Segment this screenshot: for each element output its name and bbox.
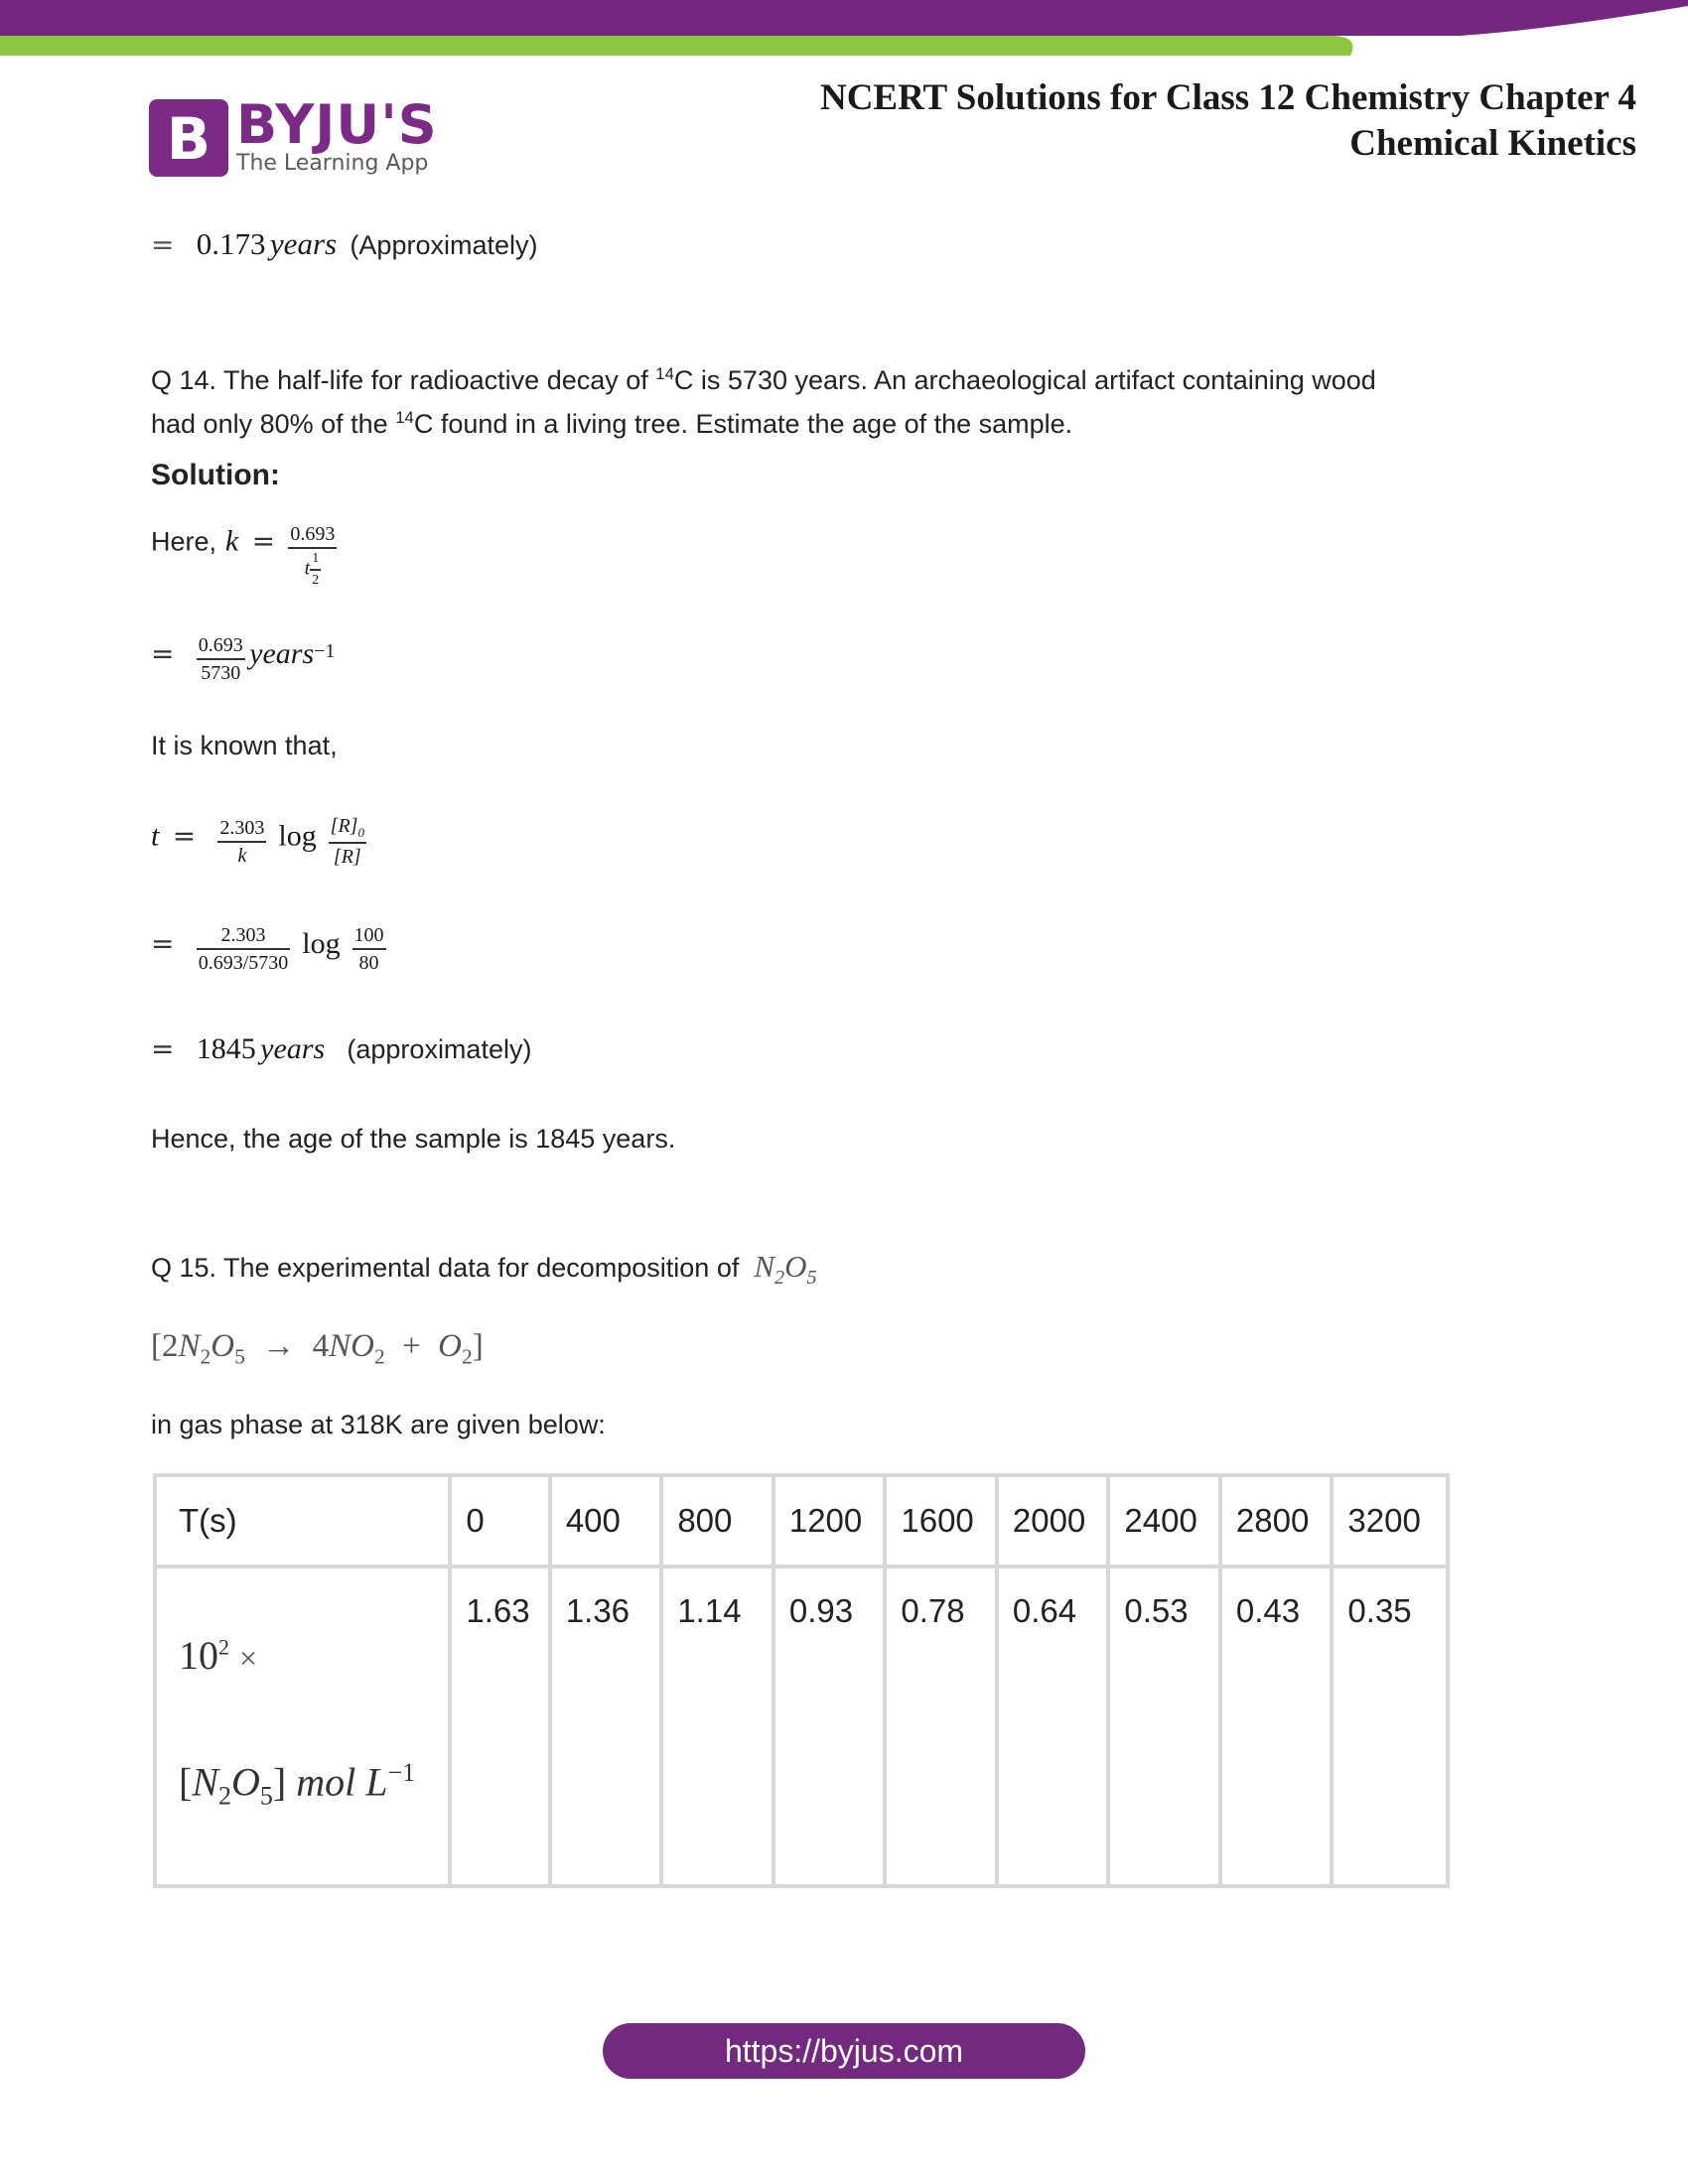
time-cell: 800 [661, 1475, 774, 1567]
q15-question: Q 15. The experimental data for decomposition of $N_2O_5$ [151, 1249, 817, 1290]
previous-result: = 0.173 years (Approximately) [151, 226, 538, 261]
brand-tagline: The Learning App [236, 151, 429, 176]
title-line-1: NCERT Solutions for Class 12 Chemistry Chapter 4 [819, 77, 1636, 118]
q14-question: Q 14. The half-life for radioactive decay of $^{14}$C is 5730 years. An archaeological artifact containing wood had only 80% of the $^{14}$C found in a living tree. Estimate the age of the sample. [151, 364, 1376, 439]
q14-conclusion: Hence, the age of the sample is 1845 years. [151, 1124, 676, 1154]
q15-conditions: in gas phase at 318K are given below: [151, 1410, 606, 1439]
concentration-cell: 1.63 [450, 1567, 549, 1886]
top-banner [0, 0, 1688, 60]
concentration-cell: 0.93 [774, 1567, 886, 1886]
time-cell: 0 [450, 1475, 549, 1567]
time-cell: 3200 [1332, 1475, 1448, 1567]
rate-constant-formula: Here, k = 0.693 t $\frac{1}{2}$ [151, 523, 336, 588]
time-cell: 2000 [997, 1475, 1109, 1567]
footer-url-link[interactable]: https://byjus.com [603, 2023, 1085, 2079]
integrated-rate-law: t = $\frac{2.303}{k}$ log $\frac{[R]_0}{[R]}$ [151, 815, 364, 868]
table-row-concentration [155, 1567, 1448, 1886]
brand-name: BYJU'S [236, 93, 438, 156]
green-stripe [0, 36, 1353, 56]
substitution-step: = $\frac{2.303}{0.693/5730}$ log $\frac{100}{80}$ [151, 924, 384, 974]
concentration-cell: 0.53 [1108, 1567, 1220, 1886]
concentration-cell: 0.35 [1332, 1567, 1448, 1886]
concentration-cell: 0.64 [997, 1567, 1109, 1886]
known-text: It is known that, [151, 731, 338, 760]
reaction-equation: $[2N_2O_5 \to 4NO_2 + O_2]$ [151, 1328, 484, 1369]
concentration-cell: 1.36 [550, 1567, 662, 1886]
concentration-cell: 0.78 [885, 1567, 997, 1886]
time-cell: 2800 [1220, 1475, 1333, 1567]
purple-stripe [0, 0, 1688, 36]
byjus-logo [149, 93, 438, 179]
concentration-header-cell: $10^2$ × $[N_2O_5]$ mol $L^{-1}$ [155, 1567, 450, 1886]
concentration-cell: 1.14 [661, 1567, 774, 1886]
decomposition-data-table [153, 1473, 1450, 1888]
time-cell: 1200 [774, 1475, 886, 1567]
title-line-2: Chemical Kinetics [1349, 123, 1636, 164]
document-title [820, 75, 1636, 167]
time-cell: 400 [550, 1475, 662, 1567]
solution-heading: Solution: [151, 459, 280, 491]
time-cell: 2400 [1108, 1475, 1220, 1567]
byjus-logo-icon: B [149, 99, 228, 177]
table-row-time [155, 1475, 1448, 1567]
age-result: = 1845 years (approximately) [151, 1032, 532, 1065]
concentration-cell: 0.43 [1220, 1567, 1333, 1886]
rate-constant-value: = $\frac{0.693}{5730}$ years$^{-1}$ [151, 634, 336, 684]
time-header-cell: T(s) [155, 1475, 450, 1567]
time-cell: 1600 [885, 1475, 997, 1567]
